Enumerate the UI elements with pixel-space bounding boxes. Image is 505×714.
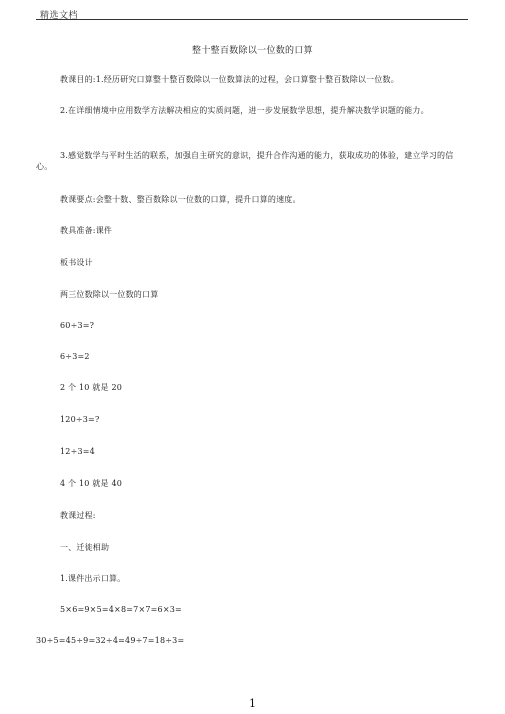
board-design-title: 两三位数除以一位数的口算	[60, 290, 159, 299]
objective-paragraph-1: 教课目的:1.经历研究口算整十整百数除以一位数算法的过程，会口算整十整百数除以一位数。	[60, 75, 399, 84]
objective-paragraph-2: 2.在详细情境中应用数学方法解决相应的实质问题，进一步发展数学思想，提升解决数学识题的能力。	[60, 106, 429, 115]
board-design-heading: 板书设计	[60, 258, 93, 267]
section-heading: 一、迁徙相助	[60, 543, 110, 552]
math-line: 12÷3=4	[60, 447, 95, 456]
header-divider	[36, 19, 468, 20]
key-points-line: 教课要点:会整十数、整百数除以一位数的口算，提升口算的速度。	[60, 195, 301, 204]
page-number: 1	[249, 697, 256, 710]
teaching-process-heading: 教课过程:	[60, 511, 96, 520]
exercise-line: 5×6=9×5=4×8=7×7=6×3=	[60, 605, 182, 614]
math-line: 60÷3=?	[60, 321, 95, 330]
math-line: 2 个 10 就是 20	[60, 383, 123, 392]
document-title: 整十整百数除以一位数的口算	[192, 46, 313, 56]
materials-line: 教具准备:课件	[60, 226, 113, 235]
objective-paragraph-3: 3.感觉数学与平时生活的联系，加强自主研究的意识，提升合作沟通的能力，获取成功的体验，建立学习的信心。	[36, 151, 454, 171]
math-line: 4 个 10 就是 40	[60, 479, 123, 488]
header-label: 精选文档	[40, 11, 79, 21]
math-line: 6÷3=2	[60, 352, 90, 361]
exercise-line: 30÷5=45÷9=32÷4=49÷7=18÷3=	[36, 636, 185, 645]
step-line: 1.课件出示口算。	[60, 574, 126, 583]
math-line: 120÷3=?	[60, 415, 100, 424]
